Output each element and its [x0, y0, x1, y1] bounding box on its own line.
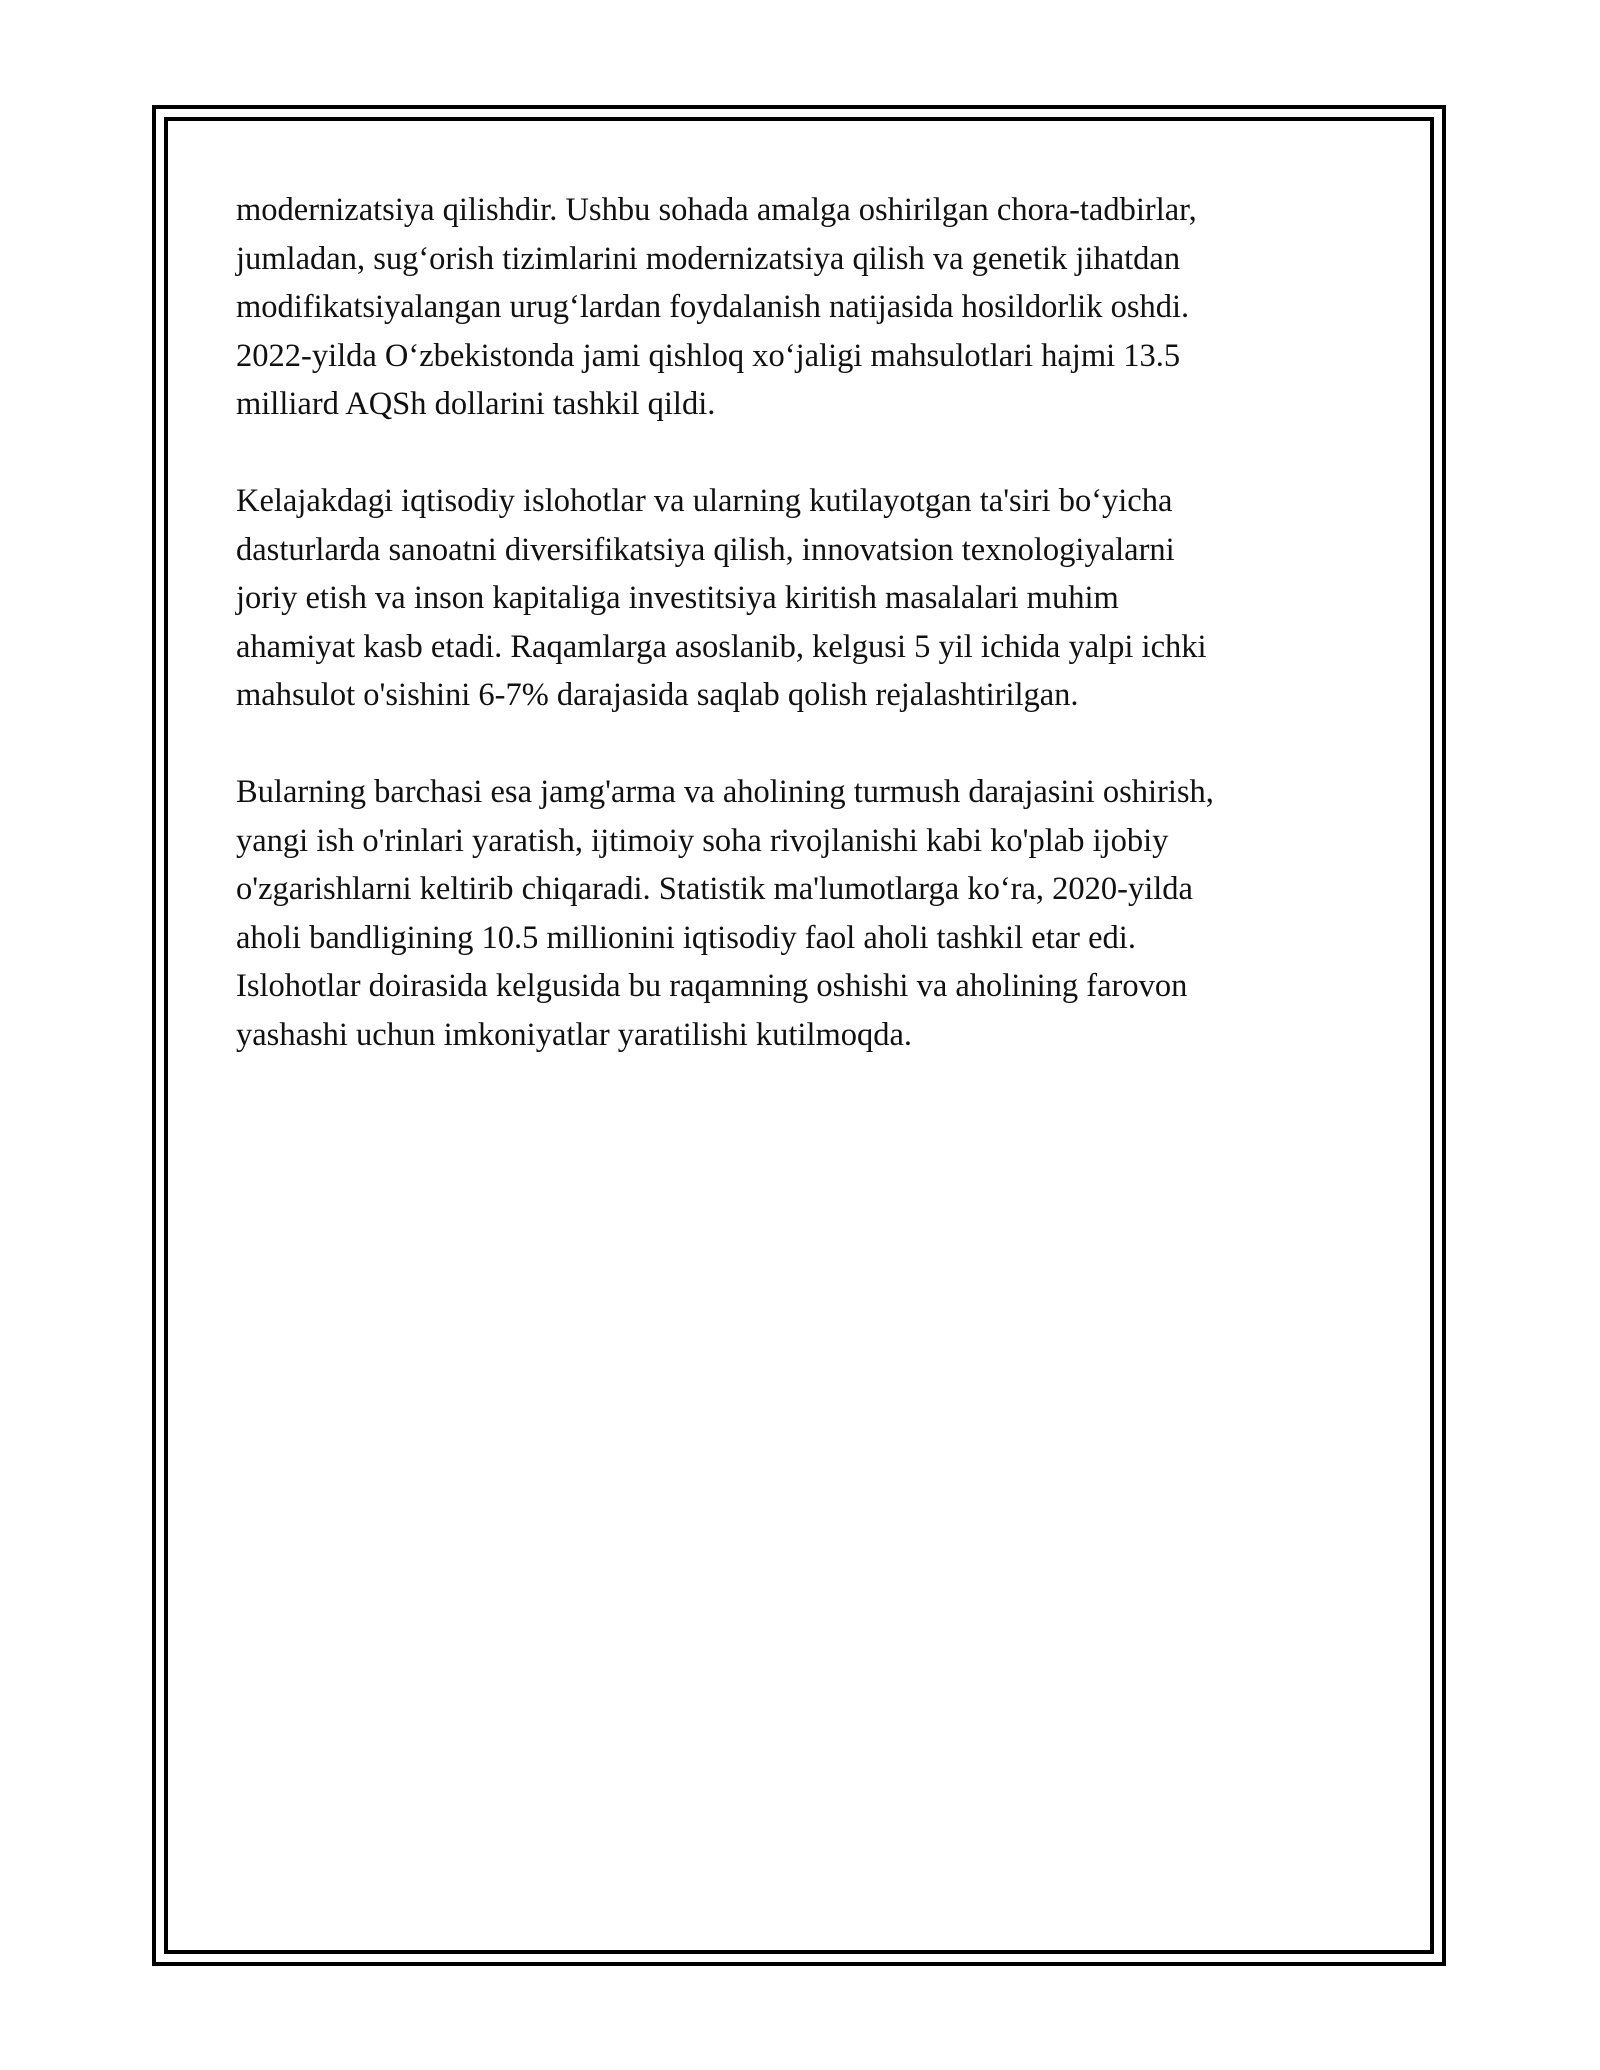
text-line: milliard AQSh dollarini tashkil qildi. — [236, 386, 716, 422]
text-line: modifikatsiyalangan urug‘lardan foydalanish natijasida hosildorlik oshdi. — [236, 289, 1190, 325]
text-line: aholi bandligining 10.5 millionini iqtisodiy faol aholi tashkil etar edi. — [236, 919, 1136, 956]
text-line: yangi ish o'rinlari yaratish, ijtimoiy soha rivojlanishi kabi ko'plab ijobiy — [236, 822, 1169, 859]
text-line: jumladan, sug‘orish tizimlarini modernizatsiya qilish va genetik jihatdan — [236, 240, 1181, 277]
paragraph-agriculture — [236, 186, 1366, 429]
text-line: Bularning barchasi esa jamg'arma va aholining turmush darajasini oshirish, — [236, 774, 1214, 810]
text-line: Islohotlar doirasida kelgusida bu raqamning oshishi va aholining farovon — [236, 968, 1188, 1004]
text-line: Kelajakdagi iqtisodiy islohotlar va ularning kutilayotgan ta'siri bo‘yicha — [236, 483, 1173, 519]
text-line: mahsulot o'sishini 6-7% darajasida saqlab qolish rejalashtirilgan. — [236, 677, 1079, 713]
text-line: yashashi uchun imkoniyatlar yaratilishi kutilmoqda. — [236, 1016, 913, 1053]
text-line: joriy etish va inson kapitaliga investitsiya kiritish masalalari muhim — [236, 580, 1119, 616]
paragraph-employment — [236, 768, 1366, 1059]
text-line: dasturlarda sanoatni diversifikatsiya qilish, innovatsion texnologiyalarni — [236, 531, 1175, 568]
text-line: ahamiyat kasb etadi. Raqamlarga asoslanib, kelgusi 5 yil ichida yalpi ichki — [236, 628, 1207, 665]
document-body — [236, 186, 1366, 1108]
text-line: o'zgarishlarni keltirib chiqaradi. Statistik ma'lumotlarga ko‘ra, 2020-yilda — [236, 871, 1193, 907]
paragraph-reforms — [236, 477, 1366, 720]
text-line: modernizatsiya qilishdir. Ushbu sohada amalga oshirilgan chora-tadbirlar, — [236, 192, 1197, 228]
text-line: 2022-yilda O‘zbekistonda jami qishloq xo‘jaligi mahsulotlari hajmi 13.5 — [236, 337, 1181, 374]
